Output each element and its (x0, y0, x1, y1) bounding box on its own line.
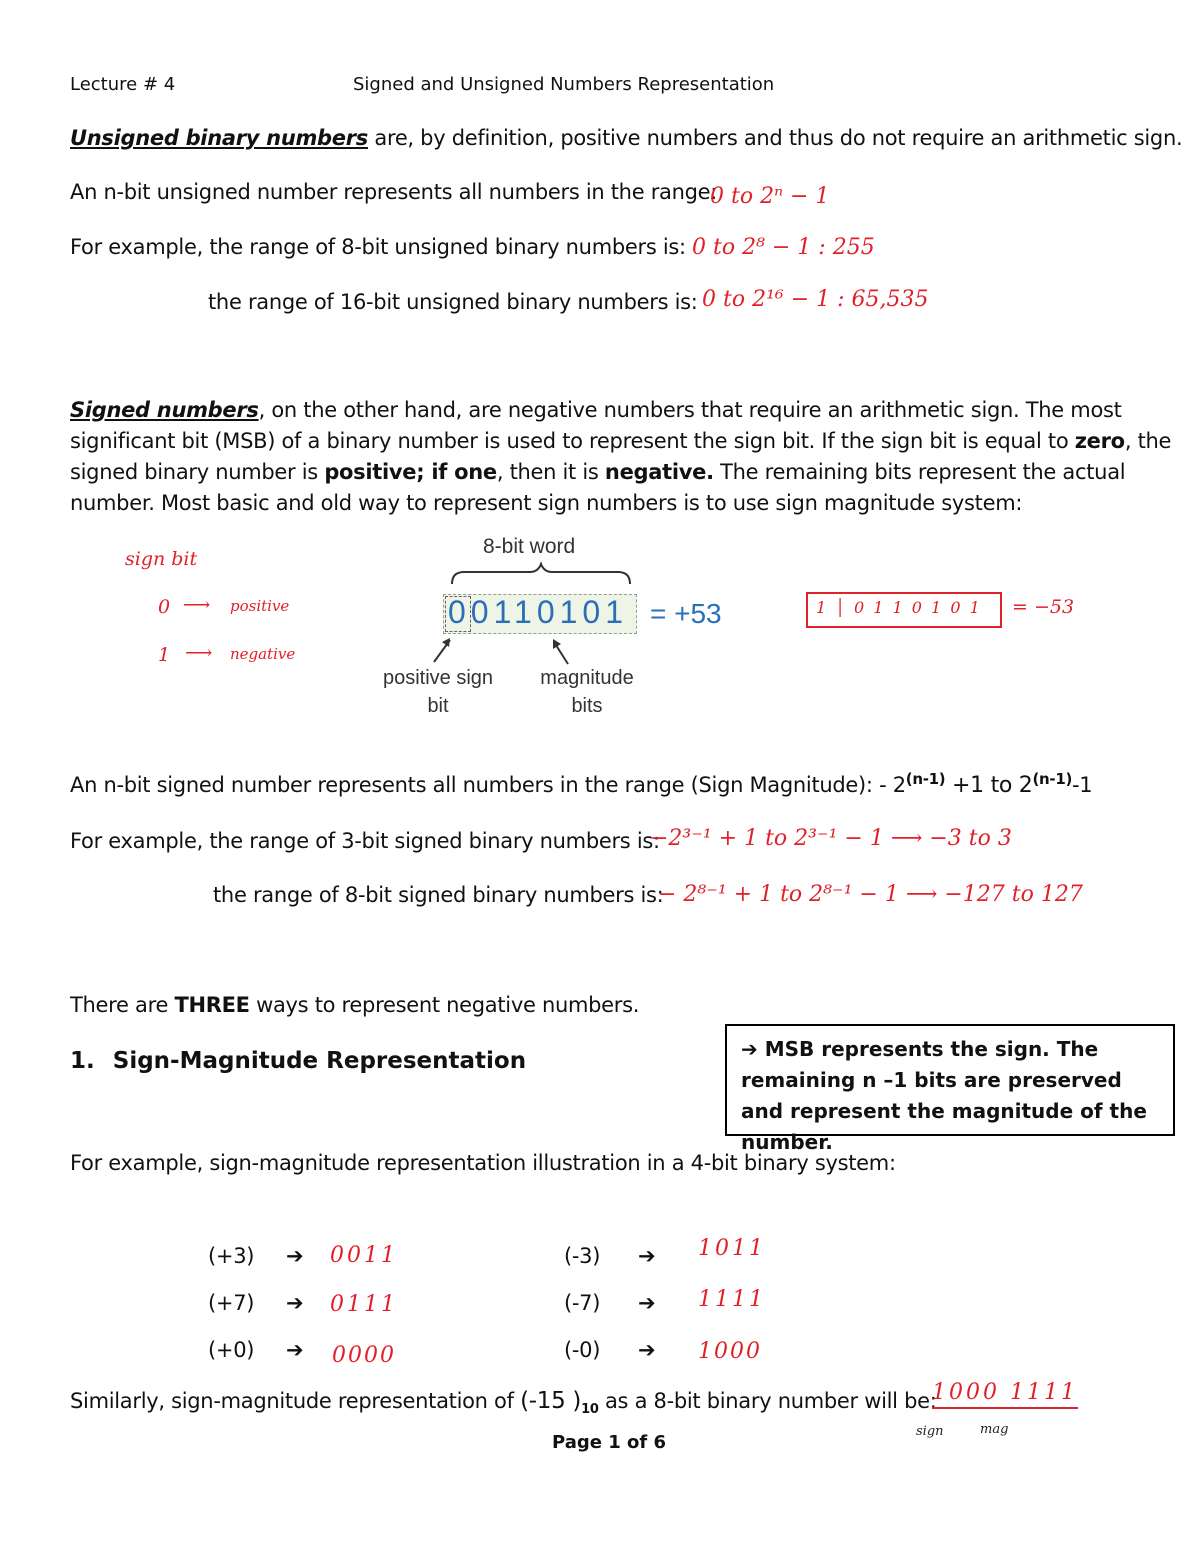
unsigned-definition: Unsigned binary numbers are, by definition, positive numbers and thus do not require an arithmetic sign. (70, 126, 1183, 150)
handwritten-unsigned-range: 0 to 2ⁿ − 1 (710, 184, 830, 209)
arrow-icon: ➔ (286, 1244, 304, 1268)
signed-paragraph-line-2: significant bit (MSB) of a binary number is used to represent the sign bit. If the sign bit is equal to zero, the (70, 429, 1172, 453)
page-number: Page 1 of 6 (552, 1432, 666, 1453)
handwritten-8bit-signed-range: − 2⁸⁻¹ + 1 to 2⁸⁻¹ − 1 ⟶ −127 to 127 (658, 882, 1083, 907)
unsigned-range-line: An n-bit unsigned number represents all numbers in the range: (70, 180, 718, 204)
arrow-icon: ➔ (638, 1291, 656, 1315)
word-brace-icon (448, 560, 634, 588)
positive-7-label: (+7) (208, 1291, 255, 1315)
positive-3-label: (+3) (208, 1244, 255, 1268)
arrow-icon: ➔ (286, 1338, 304, 1362)
handwritten-1011: 1011 (698, 1236, 766, 1261)
handwritten-binary-bits: 1 │ 0 1 1 0 1 0 1 (816, 598, 982, 617)
signed-paragraph-line-1: Signed numbers, on the other hand, are negative numbers that require an arithmetic sign. The most (70, 398, 1122, 422)
unsigned-16bit-line: the range of 16-bit unsigned binary numbers is: (208, 290, 698, 314)
handwritten-0000: 0000 (332, 1343, 396, 1368)
handwritten-16bit-range: 0 to 2¹⁶ − 1 : 65,535 (702, 287, 929, 312)
word-label: 8-bit word (483, 535, 576, 558)
section-heading (70, 1048, 526, 1074)
handwritten-negative: negative (230, 645, 296, 663)
signed-8bit-line: the range of 8-bit signed binary numbers is: (213, 883, 664, 907)
equals-value: = +53 (650, 598, 722, 629)
arrow-icon: ⟶ (183, 594, 211, 616)
unsigned-8bit-line: For example, the range of 8-bit unsigned binary numbers is: (70, 235, 686, 259)
binary-word-digits (448, 594, 628, 631)
handwritten-mag-label: mag (980, 1422, 1009, 1437)
handwritten-one: 1 (158, 644, 171, 666)
handwritten-sign-bit: sign bit (125, 548, 198, 570)
four-bit-example-line: For example, sign-magnitude representation illustration in a 4-bit binary system: (70, 1151, 896, 1175)
handwritten-0111: 0111 (330, 1292, 398, 1317)
handwritten-1000: 1000 (698, 1339, 762, 1364)
positive-sign-bit-label: positive sign bit (382, 667, 494, 717)
section-title: Sign-Magnitude Representation (112, 1048, 527, 1074)
handwritten-1111: 1111 (698, 1287, 766, 1312)
msb-note-box: ➔ MSB represents the sign. The remaining n –1 bits are preserved and represent the magnitude of the number. (725, 1024, 1175, 1136)
lecture-number: Lecture # 4 (70, 74, 176, 95)
positive-0-label: (+0) (208, 1338, 255, 1362)
handwritten-0011: 0011 (330, 1243, 398, 1268)
signed-paragraph-line-4: number. Most basic and old way to represent sign numbers is to use sign magnitude system: (70, 491, 1023, 515)
three-ways-line: There are THREE ways to represent negative numbers. (70, 993, 640, 1017)
page-header-title: Signed and Unsigned Numbers Representation (353, 74, 775, 95)
unsigned-term: Unsigned binary numbers (70, 126, 368, 150)
negative-7-label: (-7) (564, 1291, 601, 1315)
arrow-icon: ➔ (286, 1291, 304, 1315)
handwritten-sign-label: sign (916, 1424, 944, 1439)
handwritten-answer: 1000 1111 (932, 1380, 1078, 1409)
magnitude-digits: 0110101 (470, 594, 628, 630)
negative-3-label: (-3) (564, 1244, 601, 1268)
handwritten-minus-53: = −53 (1012, 596, 1075, 618)
signed-3bit-line: For example, the range of 3-bit signed binary numbers is: (70, 829, 660, 853)
arrow-icon: ⟶ (185, 642, 213, 664)
handwritten-3bit-range: −2³⁻¹ + 1 to 2³⁻¹ − 1 ⟶ −3 to 3 (650, 826, 1012, 851)
sign-digit: 0 (448, 594, 471, 630)
signed-paragraph-line-3: signed binary number is positive; if one, then it is negative. The remaining bits represent the actual (70, 460, 1126, 484)
arrow-icon: ➔ (638, 1338, 656, 1362)
arrow-icon: ➔ (638, 1244, 656, 1268)
handwritten-8bit-range: 0 to 2⁸ − 1 : 255 (692, 235, 875, 260)
section-number: 1. (70, 1048, 95, 1074)
negative-0-label: (-0) (564, 1338, 601, 1362)
handwritten-positive: positive (230, 597, 290, 615)
signed-term: Signed numbers (70, 398, 259, 422)
magnitude-bits-label: magnitude bits (540, 667, 634, 717)
similarly-line: Similarly, sign-magnitude representation of (-15 )$_{10}$ as a 8-bit binary number will be: (70, 1388, 937, 1418)
signed-range-line: An n-bit signed number represents all numbers in the range (Sign Magnitude): - $2^{(n-1)} +1$ to 2$^{(n-1)}$-1 (70, 770, 1093, 798)
handwritten-zero: 0 (158, 596, 171, 618)
